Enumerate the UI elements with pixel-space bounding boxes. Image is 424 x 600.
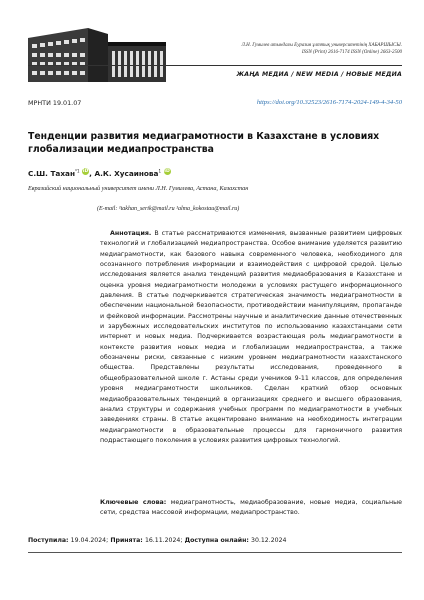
author-list: С.Ш. Тахан$^{*1}$ iD, А.К. Хусаинова$^1$ iD — [28, 168, 170, 178]
abstract — [100, 229, 402, 446]
doi-link[interactable]: https://doi.org/10.32523/2616-7174-2024-149-4-34-50 — [256, 99, 402, 106]
article-title: Тенденции развития медиаграмотности в Казахстане в условиях глобализации медиапространства — [28, 131, 380, 155]
available-label: Доступна онлайн: — [184, 537, 249, 544]
affiliation-index: 1 — [158, 168, 162, 174]
journal-name: Л.Н. Гумилев атындағы Еуразия ұлттық университетінің ХАБАРШЫСЫ. — [241, 43, 402, 48]
corresponding-mark: * — [75, 168, 78, 174]
keywords — [100, 498, 402, 519]
abstract-text: В статье рассматриваются изменения, вызванные развитием цифровых технологий и глобализацией медиапространства. Особое внимание уделяется развитию медиаграмотности, как базового навыка современного человека, необходимого для осознанного потребления информации и взаимодействия с цифровой средой. Целью исследования является анализ тенденций развития медиаобразования в Казахстане и оценка уровня медиаграмотности молодежи в условиях растущего информационного давления. В статье подчеркивается стратегическая значимость медиаграмотности в обеспечении национальной безопасности, противодействии манипуляциям, пропаганде и фейковой информации. Рассмотрены научные и аналитические данные отечественных и зарубежных исследовательских институтов по использованию казахстанцами сети интернет и новых медиа. Подчеркивается возрастающая роль медиаграмотности в контексте развития новых медиа и глобализации медиапространства, а также обозначены риски, связанные с низким уровнем медиаграмотности казахстанского общества. Представлены результаты исследования, проведенного в общеобразовательной школе г. Астаны среди учеников 9-11 классов, для определения уровня медиаграмотности школьников. Сделан краткий обзор основных медиаобразовательных тенденций в организациях среднего и высшего образования, анализ структуры и содержания учебных программ по медиаграмотности в учебных заведениях страны. В статье акцентировано внимание на необходимость интеграции медиаграмотности в образовательные процессы для гармоничного развития подрастающего поколения в условиях развития цифровых технологий. — [100, 230, 402, 444]
journal-issn: ISSN (Print) 2616-7174 ISSN (Online) 2663-2500 — [301, 50, 402, 55]
keywords-label: Ключевые слова: — [100, 499, 167, 506]
mrnti-code: МРНТИ 19.01.07 — [28, 99, 82, 107]
keywords-text: медиаграмотность, медиаобразование, новые медиа, социальные сети, средства массовой информации, медиапространство. — [100, 499, 402, 517]
journal-header — [176, 42, 402, 56]
received-date: 19.04.2024; — [70, 537, 109, 544]
accepted-label: Принята: — [110, 537, 143, 544]
header-divider — [28, 65, 402, 66]
affiliation: Евразийский национальный университет имени Л.Н. Гумилева, Астана, Казахстан — [28, 185, 249, 192]
author-name[interactable]: С.Ш. Тахан — [28, 169, 76, 178]
author-emails: (E-mail: ¹takhan_serik@mail.ru ¹alma_kokostau@mail.ru) — [97, 206, 240, 212]
section-title: ЖАҢА МЕДИА / NEW MEDIA / НОВЫЕ МЕДИА — [236, 71, 402, 78]
orcid-icon[interactable]: iD — [82, 169, 89, 174]
footer-divider — [28, 552, 402, 553]
affiliation-index: 1 — [77, 168, 80, 174]
accepted-date: 16.11.2024; — [144, 537, 183, 544]
article-dates — [28, 537, 286, 544]
orcid-icon[interactable]: iD — [164, 169, 170, 174]
abstract-label: Аннотация. — [110, 230, 152, 237]
received-label: Поступила: — [28, 537, 69, 544]
available-date: 30.12.2024 — [251, 537, 287, 544]
author-name[interactable]: А.К. Хусаинова — [94, 169, 159, 178]
